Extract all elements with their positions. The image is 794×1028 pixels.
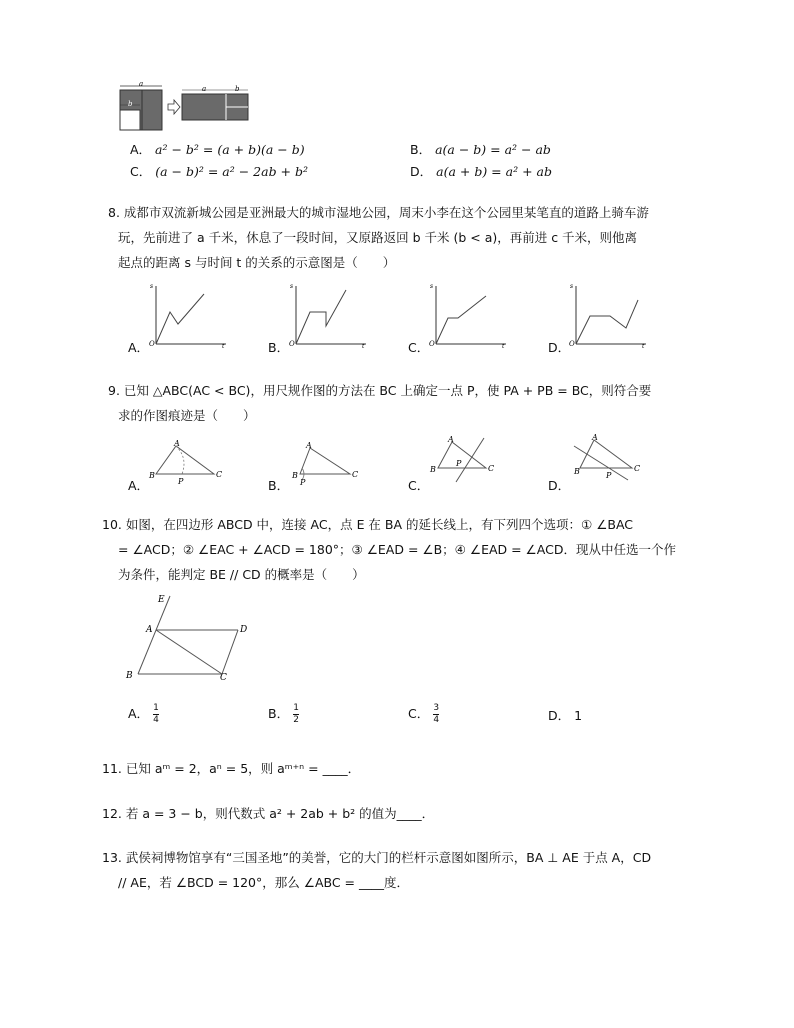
q10-line-3: 为条件，能判定 BE // CD 的概率是（ ） bbox=[118, 567, 365, 582]
q9-figure-b bbox=[290, 438, 370, 488]
q9a-label-a: A bbox=[174, 439, 180, 448]
q10-line-2: = ∠ACD；② ∠EAC + ∠ACD = 180°；③ ∠EAD = ∠B；④ ∠EAD = ∠ACD．现从中任选一个作 bbox=[118, 542, 676, 557]
q7-option-d[interactable] bbox=[410, 162, 552, 180]
q7-option-a[interactable] bbox=[130, 140, 305, 158]
q7-option-a-text: a² − b² = (a + b)(a − b) bbox=[155, 142, 305, 157]
graph-b-t: t bbox=[362, 343, 365, 348]
graph-b-s: s bbox=[290, 283, 294, 290]
q10-line-1: 10. 如图，在四边形 ABCD 中，连接 AC，点 E 在 BA 的延长线上，有下列四个选项：① ∠BAC bbox=[102, 517, 634, 532]
q8-option-d[interactable]: D． bbox=[548, 340, 571, 355]
q7-option-c[interactable] bbox=[130, 162, 308, 180]
q9-figure-a bbox=[148, 438, 228, 488]
q9c-label-c: C bbox=[488, 464, 495, 473]
q9b-label-p: P bbox=[300, 478, 306, 487]
q10-option-d[interactable] bbox=[548, 706, 582, 724]
q7-figure bbox=[118, 80, 253, 132]
q9a-label-b: B bbox=[149, 471, 155, 480]
q10-option-b-letter: B． bbox=[268, 706, 290, 721]
q9-line-2: 求的作图痕迹是（ ） bbox=[118, 408, 256, 423]
graph-a-t: t bbox=[222, 343, 225, 348]
q9a-label-p: P bbox=[178, 477, 184, 486]
q11-question: 11. 已知 aᵐ = 2，aⁿ = 5，则 aᵐ⁺ⁿ = ____． bbox=[102, 761, 361, 776]
q7-option-d-text: a(a + b) = a² + ab bbox=[436, 164, 552, 179]
q7-small-square bbox=[120, 110, 140, 130]
q13-line-1: 13. 武侯祠博物馆享有“三国圣地”的美誉，它的大门的栏杆示意图如图所示，BA ⊥ AE 于点 A，CD bbox=[102, 850, 652, 865]
graph-d-s: s bbox=[570, 283, 574, 290]
q7-option-b-text: a(a − b) = a² − ab bbox=[435, 142, 551, 157]
q9-option-b[interactable]: B． bbox=[268, 478, 290, 493]
q9b-label-c: C bbox=[352, 470, 359, 479]
q9d-label-p: P bbox=[606, 471, 612, 480]
q8-option-c[interactable]: C． bbox=[408, 340, 430, 355]
q10-label-b: B bbox=[126, 671, 133, 681]
q8-graph-b bbox=[288, 282, 370, 348]
q7-option-a-letter: A． bbox=[130, 142, 152, 157]
q9b-label-a: A bbox=[306, 441, 312, 450]
q8-graph-c bbox=[428, 282, 510, 348]
graph-a-o: O bbox=[149, 340, 155, 348]
q10-figure bbox=[122, 592, 262, 682]
graph-c-o: O bbox=[429, 340, 435, 348]
q8-line-1: 8. 成都市双流新城公园是亚洲最大的城市湿地公园，周末小李在这个公园里某笔直的道路上骑车游 bbox=[108, 205, 649, 220]
graph-b-o: O bbox=[289, 340, 295, 348]
graph-c-s: s bbox=[430, 283, 434, 290]
q9b-label-b: B bbox=[292, 471, 298, 480]
q10-option-a-letter: A． bbox=[128, 706, 150, 721]
q8-graph-d bbox=[568, 282, 650, 348]
q9c-label-b: B bbox=[430, 465, 436, 474]
q7-label-b: b bbox=[128, 100, 133, 108]
q9d-label-c: C bbox=[634, 464, 641, 473]
q7-label-a2: a bbox=[202, 85, 207, 93]
q9d-label-b: B bbox=[574, 467, 580, 476]
q10-option-a[interactable] bbox=[128, 704, 159, 725]
q7-label-a: a bbox=[139, 80, 144, 88]
q7-option-c-text: (a − b)² = a² − 2ab + b² bbox=[155, 164, 309, 179]
q9-figure-c bbox=[428, 432, 508, 488]
q8-line-3: 起点的距离 s 与时间 t 的关系的示意图是（ ） bbox=[118, 255, 396, 270]
q10-option-b[interactable] bbox=[268, 704, 299, 725]
q9d-label-a: A bbox=[592, 433, 598, 442]
q10-label-d: D bbox=[240, 625, 248, 635]
q7-option-b-letter: B． bbox=[410, 142, 432, 157]
graph-c-t: t bbox=[502, 343, 505, 348]
q8-line-2: 玩，先前进了 a 千米，休息了一段时间，又原路返回 b 千米 (b < a)，再前进 c 千米，则他离 bbox=[118, 230, 638, 245]
q10-label-c: C bbox=[220, 673, 227, 682]
q10-option-d-letter: D． bbox=[548, 708, 571, 723]
q7-option-b[interactable] bbox=[410, 140, 551, 158]
graph-d-o: O bbox=[569, 340, 575, 348]
q7-label-b2: b bbox=[235, 85, 240, 93]
q8-graph-a bbox=[148, 282, 230, 348]
q9-figure-d bbox=[570, 432, 650, 488]
q12-question: 12. 若 a = 3 − b，则代数式 a² + 2ab + b² 的值为____． bbox=[102, 806, 435, 821]
q9-line-1: 9. 已知 △ABC(AC < BC)，用尺规作图的方法在 BC 上确定一点 P，使 PA + PB = BC，则符合要 bbox=[108, 383, 652, 398]
q8-option-a[interactable]: A． bbox=[128, 340, 150, 355]
q10-option-a-fraction: $\frac{1}{4}$ bbox=[153, 703, 159, 725]
q9c-label-p: P bbox=[456, 459, 462, 468]
graph-d-t: t bbox=[642, 343, 645, 348]
q9c-label-a: A bbox=[448, 435, 454, 444]
arrow-icon bbox=[168, 100, 180, 114]
q10-option-c-fraction: $\frac{3}{4}$ bbox=[433, 703, 440, 725]
q10-option-d-value: 1 bbox=[574, 708, 583, 723]
q7-option-c-letter: C． bbox=[130, 164, 152, 179]
q10-label-e: E bbox=[158, 595, 165, 605]
q10-option-c[interactable] bbox=[408, 704, 439, 725]
q9-option-c[interactable]: C． bbox=[408, 478, 430, 493]
q10-option-b-fraction: $\frac{1}{2}$ bbox=[293, 703, 299, 725]
q10-label-a: A bbox=[146, 625, 153, 635]
q10-option-c-letter: C． bbox=[408, 706, 430, 721]
q8-option-b[interactable]: B． bbox=[268, 340, 290, 355]
q13-line-2: // AE，若 ∠BCD = 120°，那么 ∠ABC = ____度． bbox=[118, 875, 409, 890]
graph-a-s: s bbox=[150, 283, 154, 290]
q7-option-d-letter: D． bbox=[410, 164, 433, 179]
q9-option-a[interactable]: A． bbox=[128, 478, 150, 493]
q9a-label-c: C bbox=[216, 470, 223, 479]
q9-option-d[interactable]: D． bbox=[548, 478, 571, 493]
